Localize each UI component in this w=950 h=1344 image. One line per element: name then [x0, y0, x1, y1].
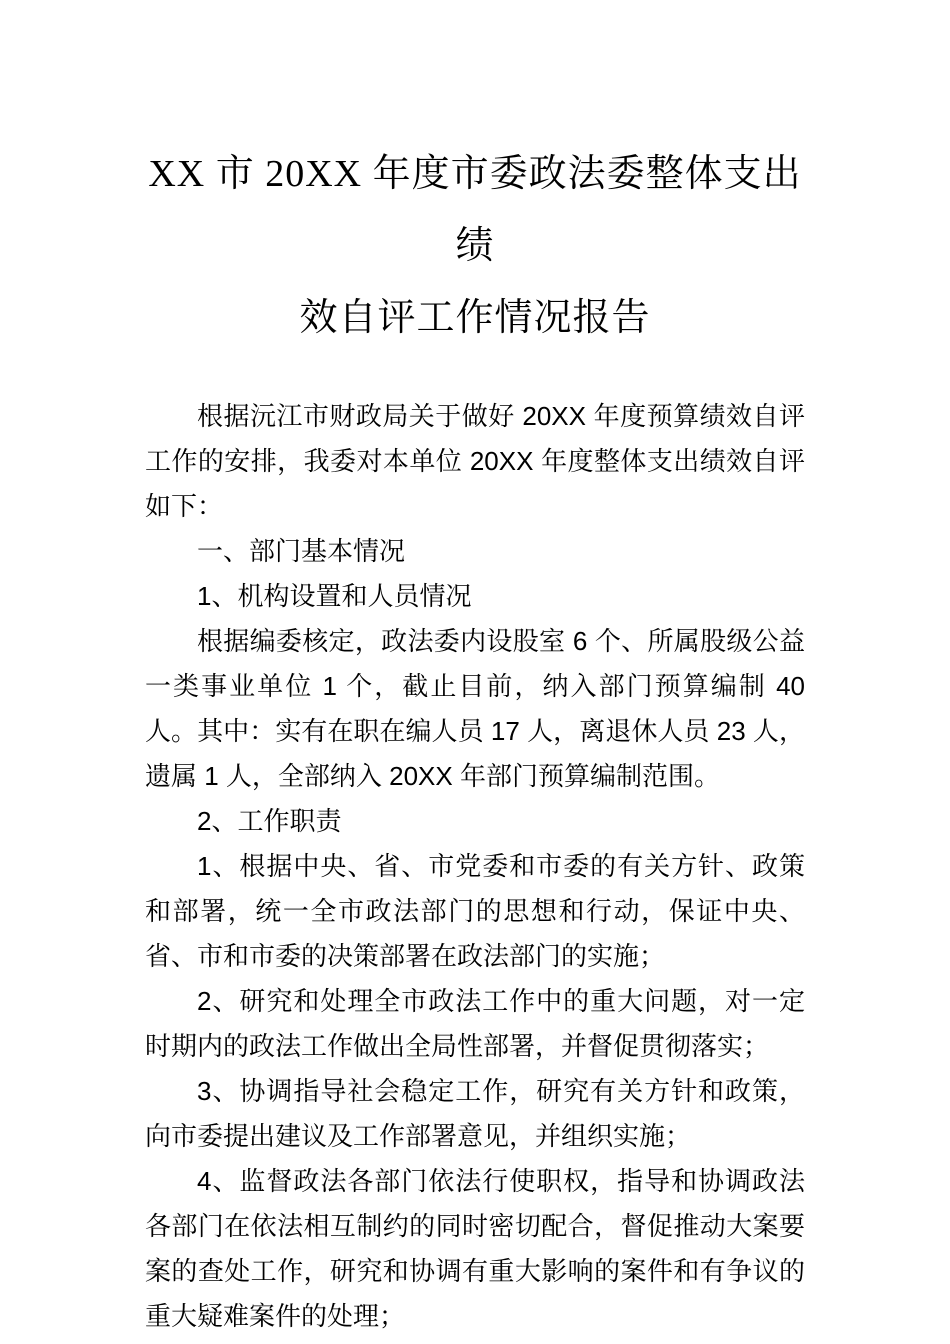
- document-title: [145, 138, 805, 354]
- body-paragraph-body: 根据编委核定，政法委内设股室 6 个、所属股级公益一类事业单位 1 个，截止目前，纳入部门预算编制 40 人。其中：实有在职在编人员 17 人，离退休人员 23 人，遗属 1 人，全部纳入 20XX 年部门预算编制范围。: [145, 626, 805, 791]
- body-paragraph-body: 3、协调指导社会稳定工作，研究有关方针和政策，向市委提出建议及工作部署意见，并组织实施；: [145, 1076, 805, 1151]
- document-title-line-2: 效自评工作情况报告: [299, 297, 651, 339]
- body-paragraph-subheading: 2、工作职责: [197, 806, 342, 836]
- body-paragraph-body: 1、根据中央、省、市党委和市委的有关方针、政策和部署，统一全市政法部门的思想和行动，保证中央、省、市和市委的决策部署在政法部门的实施；: [145, 851, 805, 971]
- document-title-line-1: XX 市 20XX 年度市委政法委整体支出绩: [148, 153, 802, 267]
- body-paragraph-body: 根据沅江市财政局关于做好 20XX 年度预算绩效自评工作的安排，我委对本单位 20XX 年度整体支出绩效自评如下：: [145, 401, 805, 521]
- body-paragraph-body: 2、研究和处理全市政法工作中的重大问题，对一定时期内的政法工作做出全局性部署，并督促贯彻落实；: [145, 986, 805, 1061]
- body-paragraph-heading: 一、部门基本情况: [197, 536, 406, 566]
- body-paragraph-subheading: 1、机构设置和人员情况: [197, 581, 472, 611]
- document-body: [145, 394, 805, 1339]
- body-paragraph-body: 4、监督政法各部门依法行使职权，指导和协调政法各部门在依法相互制约的同时密切配合，督促推动大案要案的查处工作，研究和协调有重大影响的案件和有争议的重大疑难案件的处理；: [145, 1166, 805, 1331]
